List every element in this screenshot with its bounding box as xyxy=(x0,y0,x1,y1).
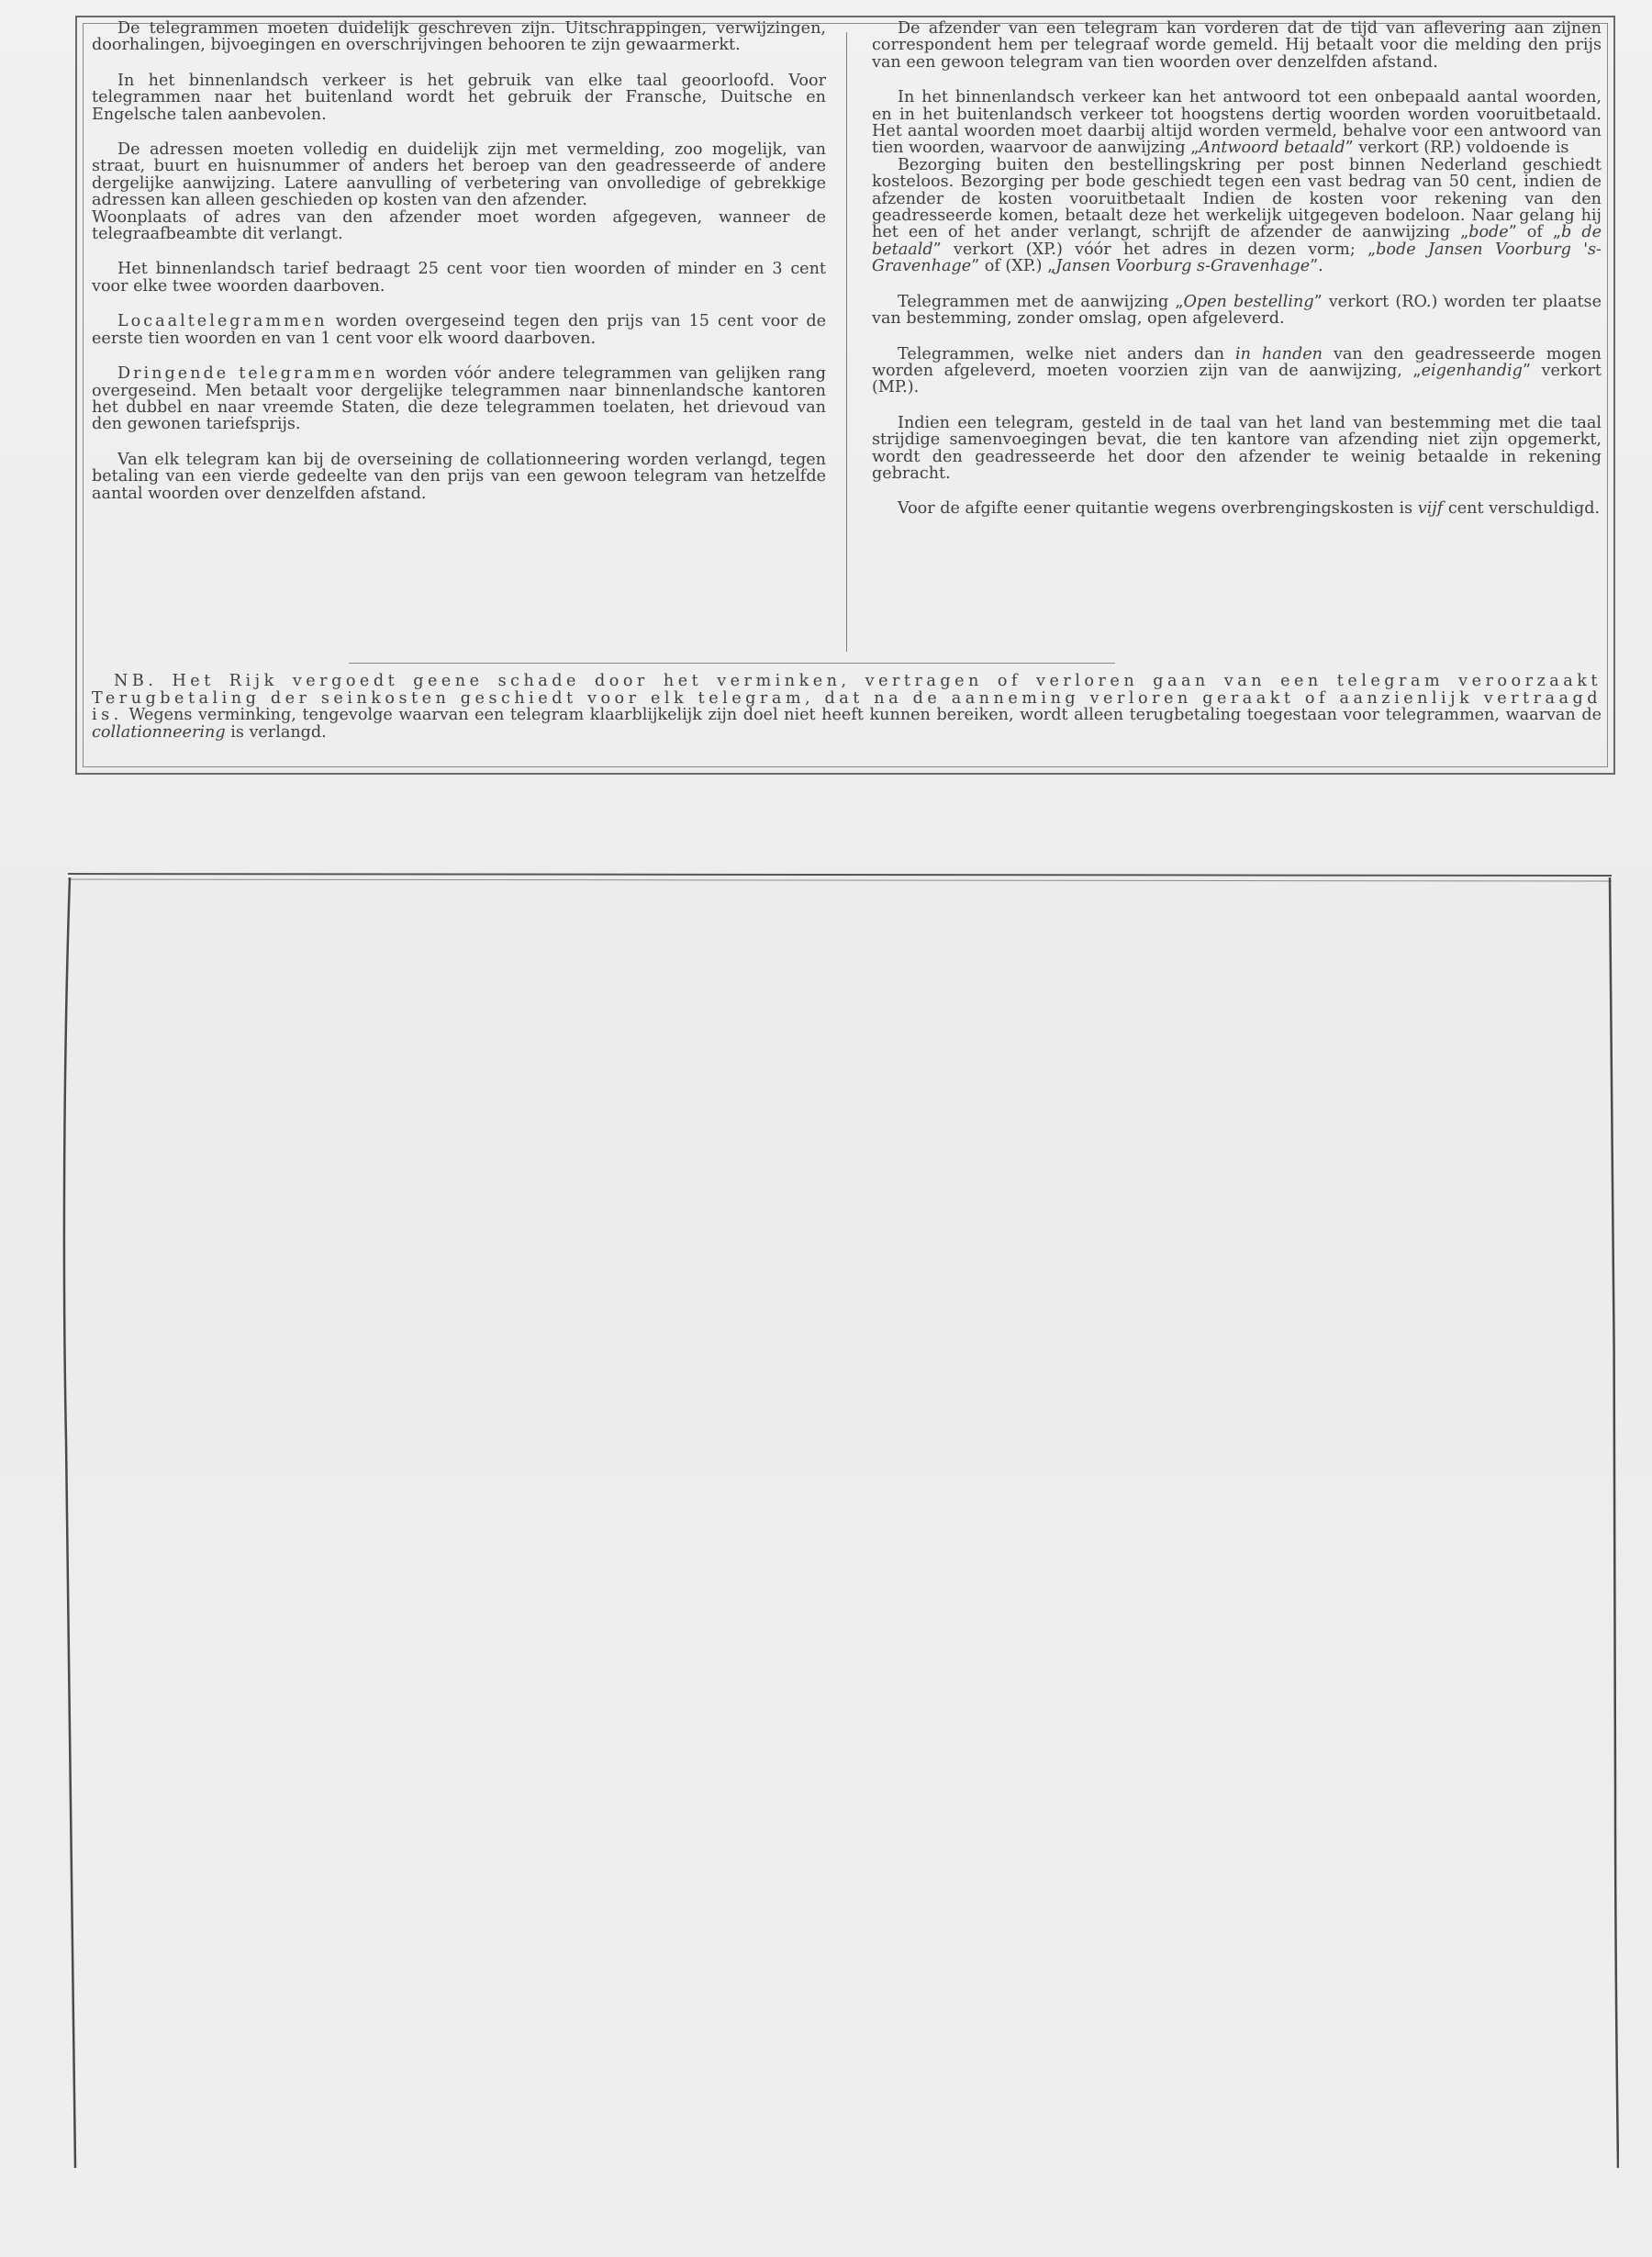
liability-footnote-text xyxy=(92,673,1602,741)
courier-term-bode: bode xyxy=(1468,223,1509,242)
courier-text-c: ” verkort (XP.) vóór het adres in dezen vorm; „ xyxy=(932,240,1377,259)
personal-delivery-text-a: Telegrammen, welke niet anders dan xyxy=(898,344,1235,363)
courier-text-e: ”. xyxy=(1310,257,1323,276)
column-divider xyxy=(846,32,847,652)
left-rules-column xyxy=(92,20,826,520)
receipt-fee-text-a: Voor de afgifte eener quitantie wegens overbrengingskosten is xyxy=(898,499,1418,519)
open-delivery-text-b: ” verkort (RO.) worden ter plaatse van bestemming, zonder omslag, open afgeleverd. xyxy=(872,292,1602,329)
rule-personal-delivery xyxy=(872,346,1602,397)
courier-term-paid: b de betaald xyxy=(872,223,1602,259)
rule-urgent-telegrams xyxy=(92,365,826,433)
open-delivery-text-a: Telegrammen met de aanwijzing „ xyxy=(898,292,1184,311)
courier-text-b: ” of „ xyxy=(1508,223,1562,242)
courier-text-d: ” of (XP.) „ xyxy=(971,257,1056,276)
rule-language: In het binnenlandsch verkeer is het gebruik van elke taal geoorloofd. Voor telegrammen naar het buitenland wordt het gebruik der Fransche, Duitsche en Engelsche talen aanbevolen. xyxy=(92,71,826,124)
urgent-telegrams-term: Dringende telegrammen xyxy=(117,364,378,384)
liability-footnote-end: is verlangd. xyxy=(225,722,327,742)
rule-receipt-fee xyxy=(872,500,1602,517)
rule-courier-delivery xyxy=(872,157,1602,275)
rule-reply-paid xyxy=(872,89,1602,157)
rule-language-combinations: Indien een telegram, gesteld in de taal van het land van bestemming met die taal strijdige samenvoegingen bevat, die ten kantore van afzending niet zijn opgemerkt, wordt den geadresseerde het door den afzender te weinig betaalde in rekening gebracht. xyxy=(872,413,1602,483)
receipt-fee-text-b: cent verschuldigd. xyxy=(1443,499,1601,519)
personal-delivery-text-c: ” verkort (MP.). xyxy=(872,361,1602,397)
reply-paid-text: In het binnenlandsch verkeer kan het antwoord tot een onbepaald aantal woorden, en in het buitenlandsch verkeer tot hoogstens dertig woorden worden vooruitbetaald. Het aantal woorden moet daarbij altijd worden vermeld, behalve voor een antwoord van tien woorden, waarvoor de aanwijzing „ xyxy=(872,88,1602,158)
rule-domestic-tariff: Het binnenlandsch tarief bedraagt 25 cent voor tien woorden of minder en 3 cent voor elke twee woorden daarboven. xyxy=(92,260,826,296)
courier-text-a: Bezorging buiten den bestellingskring per post binnen Nederland geschiedt kosteloos. Bezorging per bode geschiedt tegen een vast bedrag van 50 cent, indien de afzender de kosten vooruitbetaalt Indien de kosten voor rekening van den geadresseerde komen, betaalt deze het werkelijk uitgegeven bodeloon. Naar gelang hij het een of het ander verlangt, schrijft de afzender de aanwijzing „ xyxy=(872,155,1602,242)
rule-handwriting: De telegrammen moeten duidelijk geschreven zijn. Uitschrappingen, verwijzingen, doorhalingen, bijvoegingen en overschrijvingen behooren te zijn gewaarmerkt. xyxy=(92,19,826,55)
reply-paid-abbrev: ” verkort (RP.) voldoende is xyxy=(1345,139,1569,158)
right-rules-column xyxy=(872,20,1602,536)
liability-footnote-lead: NB. Het Rijk vergoedt geene schade door het verminken, vertragen of verloren gaan van een telegram veroorzaakt Terugbetaling der seinkosten geschiedt voor elk telegram, dat na de aanneming verloren geraakt of aanzienlijk vertraagd is. xyxy=(92,672,1602,725)
liability-footnote-rest: Wegens verminking, tengevolge waarvan een telegram klaarblijkelijk zijn doel niet heeft kunnen bereiken, wordt alleen terugbetaling toegestaan voor telegrammen, waarvan de xyxy=(122,706,1602,725)
receipt-fee-amount: vijf xyxy=(1417,499,1444,519)
open-delivery-term: Open bestelling xyxy=(1183,292,1314,311)
local-telegrams-text: worden overgeseind tegen den prijs van 15 cent voor de eerste tien woorden en van 1 cent voor elk woord daarboven. xyxy=(92,312,826,348)
blank-writing-area xyxy=(61,872,1619,2171)
rule-delivery-notice: De afzender van een telegram kan vorderen dat de tijd van aflevering aan zijnen correspondent hem per telegraaf worde gemeld. Hij betaalt voor die melding den prijs van een gewoon telegram van tien woorden over denzelfden afstand. xyxy=(872,19,1602,72)
rule-addresses: De adressen moeten volledig en duidelijk zijn met vermelding, zoo mogelijk, van straat, buurt en huisnummer of anders het beroep van den geadresseerde of andere dergelijke aanwijzing. Latere aanvulling of verbetering van onvolledige of gebrekkige adressen kan alleen geschieden op kosten van den afzender. xyxy=(92,140,826,210)
blank-area-border xyxy=(61,872,1619,2171)
personal-delivery-text-b: van den geadresseerde mogen worden afgeleverd, moeten voorzien zijn van de aanwijzing, „ xyxy=(872,344,1602,380)
personal-delivery-term-2: eigenhandig xyxy=(1421,361,1523,380)
rule-collation: Van elk telegram kan bij de overseining de collationneering worden verlangd, tegen betaling van een vierde gedeelte van den prijs van een gewoon telegram van hetzelfde aantal woorden over denzelfden afstand. xyxy=(92,450,826,503)
rule-local-telegrams xyxy=(92,313,826,347)
liability-footnote xyxy=(92,673,1602,741)
rule-sender-address: Woonplaats of adres van den afzender moet worden afgegeven, wanneer de telegraafbeambte dit verlangt. xyxy=(92,207,826,244)
local-telegrams-term: Locaaltelegrammen xyxy=(117,312,328,331)
rule-open-delivery xyxy=(872,294,1602,328)
footnote-separator xyxy=(349,663,1115,664)
reply-paid-term: Antwoord betaald xyxy=(1199,139,1345,158)
courier-example-1: bode Jansen Voorburg 's-Gravenhage xyxy=(872,240,1602,276)
courier-example-2: Jansen Voorburg s-Gravenhage xyxy=(1055,257,1311,276)
liability-footnote-term: collationneering xyxy=(92,722,226,742)
personal-delivery-term-1: in handen xyxy=(1234,344,1323,363)
urgent-telegrams-text: worden vóór andere telegrammen van gelijken rang overgeseind. Men betaalt voor dergelijke telegrammen naar binnenlandsche kantoren het dubbel en naar vreemde Staten, die deze telegrammen toelaten, het drievoud van den gewonen tariefsprijs. xyxy=(92,364,826,434)
